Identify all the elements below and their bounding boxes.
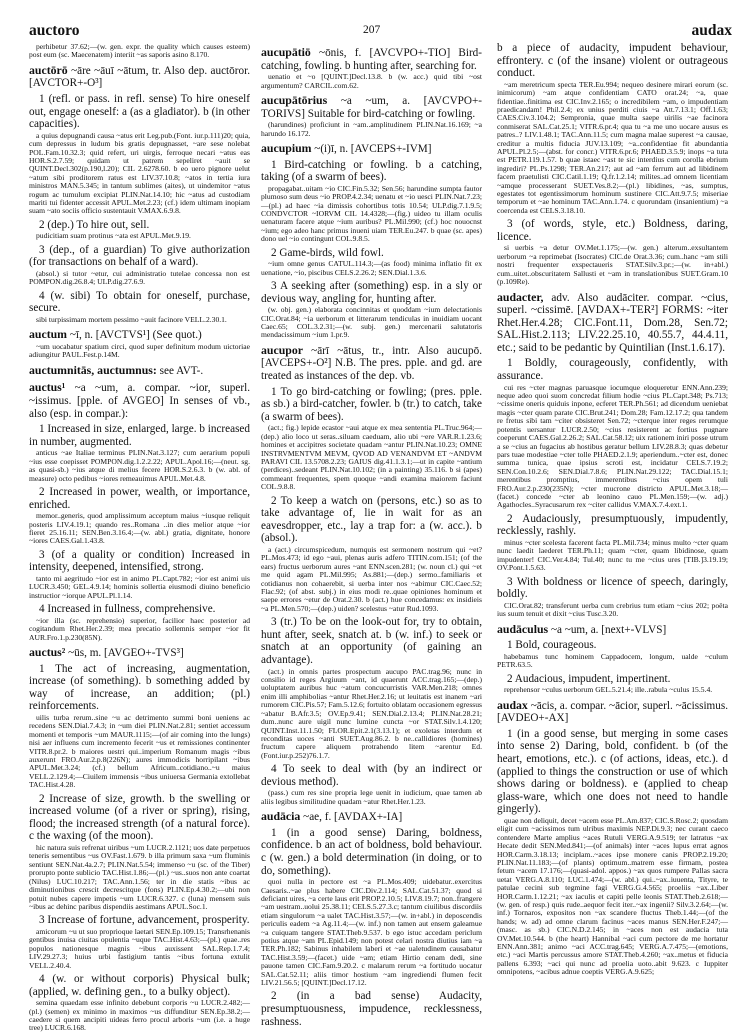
citation-quotations: (absol.) si tutor ~etur, cui administratio tutelae concessa non est POMPON.dig.26.8.4; ULP.dig.27.6.9.	[29, 269, 250, 287]
sense-definition: 1 The act of increasing, augmentation, increase (of something). b something added by way of increase, an addition; (pl.) reinforcements.	[29, 662, 250, 713]
running-head	[0, 22, 750, 42]
citation-quotations: quoi nulla in pectore est ~a PL.Mos.409; uidebatur..exercitus Caesaris..~ae plus habere CIC.Div.2.114; SAL.Cat.51.37; quod si deficiant uires, ~a certe laus erit PROP.2.10.5; LIV.8.19.7; non..frangere ~am uestram..uolui 25.38.11; CELS.5.27.3.c; tantum ciuilibus discordiis etiam singulorum ~a ualet TAC.Hist.3.57;—(w. in+abl.) in deposcendis periculis eadem ~a Ag.11.4;—(w. inf.) non tamen aut ensem galeamue ~a cuiquam tangere STAT.Theb.9.537. b ego istuc accedam periclum potius atque ~am PL.Epid.149; non potest celari nostra diutius iam ~a TER.Ph.182; Sabinus inhabilem laberi et ~ae ualetudinem causabatur TAC.Hist.3.59;—(facet.) uide ~am; etiam Hirtio cenam dedi, sine pauone tamen CIC.Fam.9.20.2. c malarum rerum ~a fortitudo uocatur SAL.Cat.52.11; aliis timor hostium ~am ingrediendi flumen fecit LIV.21.56.5; [QUINT.]Decl.17.12.	[261, 877, 482, 987]
headword: auctōrō	[29, 62, 68, 77]
citation-quotations: habebamus tunc hominem Cappadocem, longum, ualde ~culum PETR.63.5.	[497, 651, 728, 670]
citation-quotations: (act.; fig.) lepide ecastor ~aui atque ex mea sententia PL.Truc.964;—(dep.) alio loco ut seras..siluam caeduam, alio ubi ~ere VAR.R.1.23.6; homines et accipitres societate quadam ~antur PLIN.Nat.10.23; OMNE INSTRVMENTVM MEVM, QVOD AD VENANDVM ET ~ANDVM PARAVI CIL 13.5708.2.23; GAIUS dig.41.1.3.1;—ut in capite ~antium (perdices)..sedeant PLIN.Nat.10.102; (in a painting) 35.116. b si (apes) commeant frequentes, spem quoque ~andi examina maiorem faciunt COL.9.8.8.	[261, 423, 482, 492]
sense-definition: 2 Increased in power, wealth, or importance, enriched.	[29, 486, 250, 511]
entry-grammar: ~ācis, a. compar. ~ācior, superl. ~ācissimus. [AVDEO+-AX]	[497, 699, 728, 725]
entry-grammar: ~āre ~āuī ~ātum, tr. Also dep. auctōror. [AVCTOR+-O³]	[29, 64, 250, 90]
column-1	[29, 42, 250, 1035]
column-3	[497, 42, 728, 979]
citation-quotations: (w. obj. gen.) elaborata concinnitas et quoddam ~ium delectationis CIC.Orat.84; ~ia uerborum et litterarum tendiculas in inuidiam uocant Caec.65; COL.3.2.31;—(w. subj. gen.) mercenarii salutatoris mendacissimum ~ium 1.pr.9.	[261, 305, 482, 340]
headword: audacter,	[497, 289, 544, 304]
dictionary-entry-head	[261, 810, 482, 824]
sense-definition: 1 To go bird-catching or fowling; (pres. pple. as sb.) a bird-catcher, fowler. b (tr.) to catch, take (a swarm of bees).	[261, 385, 482, 423]
sense-definition: 3 (tr.) To be on the look-out for, try to obtain, hunt after, seek, snatch at. b (w. inf.) to seek or snatch at an opportunity (of gaining an advantage).	[261, 616, 482, 667]
citation-quotations: perhibetur 37.62;—(w. gen. expr. the quality which causes esteem) post eum (sc. Maecenatem) interiit ~as saporis asino 8.170.	[29, 42, 250, 60]
citation-quotations: memor..generis, quod amplissimum acceptum maius ~iusque reliquit posteris LIV.4.19.1; quando res..Romana ..in dies melior atque ~ior fieret 25.16.11; SEN.Ben.3.16.4;—(w. abl.) gratia, dignitate, honore ~iores CAES.Gal.1.43.8.	[29, 511, 250, 546]
entry-grammar: see AVT-.	[156, 364, 204, 377]
sense-definition: 3 Increase of fortune, advancement, prosperity.	[39, 914, 250, 927]
sense-definition: 2 Audaciously, presumptuously, impudently, recklessly, rashly.	[497, 512, 728, 538]
headword: auctum	[29, 327, 68, 342]
dictionary-entry-head	[29, 646, 250, 660]
headword: aucupātōrius	[261, 93, 328, 107]
sense-definition: 1 (in a good sense) Daring, boldness, confidence. b an act of boldness, bold behaviour. c (w. gen.) a bold determination (in doing, or to do, something).	[261, 826, 482, 877]
citation-quotations: ~ior illa (sc. reprehensio) superior, facilior haec posterior ad cogitandum Rhet.Her.2.39; mea precatio sollemnis semper ~ior fit AUR.Fro.1.p.230(85N).	[29, 615, 250, 642]
column-2	[261, 42, 482, 1028]
entry-grammar: ~ī, n. [AVCTVS¹] (See quot.)	[67, 329, 202, 342]
entry-grammar: adv. Also audāciter. compar. ~cius, superl. ~cissimē. [AVDAX+-TER²] FORMS: ~iter Rhet.Her.4.28; CIC.Font.11, Dom.28, Sen.72; SAL.Hist.2.113; LIV.22.25.10, 40.55.7, 44.4.11, etc.; said to be pedantic by Quintilian (Inst.1.6.17).	[497, 291, 728, 354]
dictionary-entry-head	[261, 142, 482, 156]
sense-definition: 1 (in a good sense, but merging in some cases into sense 2) Daring, bold, confident. b (of the heart, emotions, etc.). c (of actions, ideas, etc.). d (applied to things the construction or use of which shows daring or boldness). e (applied to cheap glass-ware, which one does not need to handle gingerly).	[497, 727, 728, 816]
sense-definition: 2 Audacious, impudent, impertinent.	[507, 672, 671, 685]
citation-quotations: (pass.) cum res sine propria lege uenit in iudicium, quae tamen ab aliis legibus similitudine quadam ~atur Rhet.Her.1.23.	[261, 788, 482, 806]
citation-quotations: uilis turba rerum..sine ~u ac detrimento summi boni ueniens ac recedens SEN.Dial.7.4.3; in ~um diei PLIN.Nat.2.81; sentiet accessum momenti et temporis ~um MAUR.1115;—(of air coming into the lungs) nisi aer influens cum incremento fecerit ~us et remissiones continenter VITR.8.pr.2. b maiores uestri qui..imperium Romanum magis ~ibus auxerunt FRO.Aur.2.p.8(226N); aures immodicis horripilant ~ibus APUL.Met.3.24; (cf.) bellum Africum..cotidiano..~u maius VELL.2.129.4;—Ciuilem immensis ~ibus uniuersa Germania extollebat TAC.Hist.4.28.	[29, 713, 250, 790]
dictionary-entry-head	[261, 46, 482, 72]
citation-quotations: sibi turpissimam mortem pessimo ~auit facinore VELL.2.30.1.	[36, 315, 227, 325]
headword: aucupātiō	[261, 45, 311, 59]
sense-definition: 1 Boldly, courageously, confidently, with assurance.	[497, 357, 728, 383]
sense-definition: 4 (w. or without corporis) Physical bulk; (applied, w. defining gen., to a bulky object).	[29, 972, 250, 998]
dictionary-entry-head	[497, 699, 728, 725]
headword: aucupor	[261, 342, 303, 357]
citation-quotations: (harundines) proficiunt in ~am..amplitudinem PLIN.Nat.16.169; ~a harundo 16.172.	[261, 120, 482, 138]
entry-grammar: ~(i)ī, n. [AVCEPS+-IVM]	[311, 143, 432, 155]
citation-quotations: pudicitiam suam protinus ~ata est APUL.Met.9.19.	[36, 231, 191, 241]
sense-definition: 2 Increase of size, growth. b the swelling or increased volume (of a river or spring), rising, flood; the increased strength (of a natural force). c the waxing (of the moon).	[29, 792, 250, 843]
sense-definition: b a piece of audacity, impudent behaviour, effrontery. c (of the insane) violent or outrageous conduct.	[497, 42, 728, 80]
sense-definition: 1 (refl. or pass. in refl. sense) To hire oneself out, engage oneself: a (as a gladiator). b (in other capacities).	[29, 93, 250, 131]
dictionary-entry-head	[497, 623, 728, 637]
headword: auctumnitās, auctumnus:	[29, 362, 157, 377]
left-guide-word: auctoro	[29, 22, 80, 39]
citation-quotations: semina quaedam esse infinito debebunt corporis ~u LUCR.2.482;—(pl.) (semen) ex minimo in maximos ~us diffunditur SEN.Ep.38.2;—caedere si quem ancipiti uideas ferro procul arboris ~um (i.e. a huge tree) LUCR.6.168.	[29, 998, 250, 1033]
page-number: 207	[363, 24, 381, 36]
sense-definition: 2 To keep a watch on (persons, etc.) so as to take advantage of, lie in wait for as an eavesdropper, etc., lay a trap for: a (w. acc.). b (absol.).	[261, 494, 482, 545]
citation-quotations: anticus ~ae Italiae terminus PLIN.Nat.3.127; cum aerarium populi ~ius esse coepisset POMPON.dig.1.2.2.22; APUL.Apol.16;—(neut. sg. as quasi-sb.) ~ius atque di melius fecere HOR.S.2.6.3. b (w. abl. of measure) octo pedibus ~iores remeauimus APUL.Met.4.8.	[29, 448, 250, 483]
citation-quotations: (act.) in omnis partes prospectum aucupo PAC.trag.96; nunc in consilio id reges Argiuum ~ant, id quaerunt ACC.trag.165;—(dep.) uoluptatem auribus huc ~atum concucurristis VAR.Men.218; omnes enim illi amphibolias ~antur Rhet.Her.2.16; ut leuitatis est inanem ~ari rumorem CIC.Pis.57; Fam.5.12.6; fortuito oblatam occasionem egressus ~abatur B.Afr.3.5; OV.Ep.9.41; SEN.Dial.2.13.4; PLIN.Nat.28.21; dum..nunc aure uigil nunc lumine cuncta ~or STAT.Silv.1.4.120; QUINT.Inst.11.1.50; FLOR.Epit.2.1(3.13.1); et exoletas interdum et reconditas uoces ~anti SUET.Aug.86.2. b ne..callidiores (homines) fructum capere aliquem protrahendo litem ~arentur Ed.(Font.iur.p.252)76.1.7.	[261, 666, 482, 760]
sense-definition: 1 Increased in size, enlarged, large. b increased in number, augmented.	[29, 423, 250, 448]
sense-definition: 2 (in a bad sense) Audacity, presumptuousness, impudence, recklessness, rashness.	[261, 990, 482, 1028]
citation-quotations: ~um uocabatur spatium circi, quod super definitum modum uictoriae adiungitur PAUL.Fest.p.14M.	[29, 342, 250, 360]
citation-quotations: amicorum ~u ut suo proprioque laetari SEN.Ep.109.15; Transrhenanis gentibus inuisa ciuitas opulentia ~uque TAC.Hist.4.63;—(pl.) quae..res populos nationesque magnis ~ibus auxissent SAL.Rep.1.7.4; LIV.29.27.3; huius urbi fastigium tantis ~ibus fortuna extulit VELL.2.40.4.	[29, 926, 250, 970]
citation-quotations: a quius depugnandi causa ~atus erit Leg.pub.(Font. iur.p.111)20; quia, cum depressus in ludum bis gratis depugnasset, ~are sese nolebat POL.Fam.10.32.3; quid refert, uri uirgis, ferroque necari ~atus eas HOR.S.2.7.59; quidam ut patrem sepeliret ~auit se QUINT.Decl.302(p.190,l.20); CIL 2.6278.60. b eo uero pignore uelut ~atum sibi proditorem ratus est LIV.37.10.8; ~atos in tertia iura ministros MAN.5.345; in tantum sublimes (aites), ut uindemitor ~atus rogum ac tumulum excipiat PLIN.Nat.14.10; hic ~atus ad custodiam mariti tui fidenter accessit APUL.Met.2.23; (cf.) idem ultimam inopiam suam ~ato sociis officio sustentauit V.MAX.6.9.8.	[29, 130, 250, 216]
citation-quotations: reprehensor ~culus uerborum GEL.5.21.4; ille..rabula ~culus 15.5.4.	[504, 685, 713, 695]
citation-quotations: cui res ~cter magnas paruasque iocumque eloqueretur ENN.Ann.239; neque adeo quoi suom concredat filium hodie ~cius PL.Capt.348; Ps.713; ~cissime oneris quiduis inpone, ecferet TER.Ph.561; ad dicendum ueniebat magis ~cter quam parate CIC.Brut.241; Dom.28; Fam.12.17.2; qua tandem re fretus sibi tam ~citer obsisteret Sen.72; ~cterque inter reges rerumque potentis uersantur LUCR.2.50; ~cius resisterent ac fortius pugnare coeperunt CAES.Gal.2.26.2; SAL.Cat.58.12; uix rationem iniri posse utrum a se ~cius an fugacius ab hostibus geratur bellum LIV.28.8.3; quas debetur pars tuae modestiae ~cter tolle PHAED.2.1.9; aperiendum..~cter est, donec summa tunica, quae ipsius scroti est, incidatur CELS.7.19.2; SEN.Con.10.2.6; SEN.Dial.7.8.6; PLIN.Nat.29.122; TAC.Dial.15.1; merentibus promptius, immerentibus ~cius opem tuli FRO.Aur.2.p.230(235N); ~cter mucrone districto APUL.Met.3.18;—(facet.) concede ~cter ab leonino cauo PL.Men.159;—(w. adj.) Agathocles..Syracusarum rex ~citer callidus V.MAX.7.4.ext.1.	[497, 382, 728, 510]
dictionary-entry-head	[29, 64, 250, 90]
headword: audax	[497, 697, 528, 712]
headword: audāculus	[497, 621, 549, 636]
headword: audācia	[261, 809, 301, 824]
sense-definition: 3 (of words, style, etc.) Boldness, daring, licence.	[497, 218, 728, 243]
headword: aucupium	[261, 141, 312, 155]
entry-grammar: ~ae, f. [AVDAX+-IA]	[300, 811, 403, 824]
sense-definition: 1 Bird-catching or fowling. b a catching, taking (of a swarm of bees).	[261, 158, 482, 184]
citation-quotations: quae non deliquit, decet ~acem esse PL.Am.837; CIC.S.Rosc.2; quosdam eligit cum ~acissimos tum ulribus maximis NEP.Di.9.3; nec curant caeco contendere Marte amplius ~aces Rutuli VERG.A.9.519; ter latratus ~ax Hecate dedit SEN.Med.841;—(of animals) inter ~aces lupus errat agnos HOR.Carm.3.18.13; inciplam..~aces ipse monere canis PROP.2.19.20; PLIN.Nat.11.183;—(of plants) optimum..matrem esse firmam, postea fetum ~acem 17.176;—(quasi-adol. appos.) ~ax quos rumpere Pallas sacra uetat VERG.A.8.110; LUC.1.474;—(w. abl.) qui..~ax..iuuenta, Tityre, te patulae cecini sub tegmine fagi VERG.G.4.565; proeliis ~ax..Liber HOR.Carm.1.12.21; ~ax iaculis et capiti pelle leonis STAT.Theb.2.618;—(w. gen. of resp.) quis rude..aequor fecit iter..~ax ingenii? Silv.3.2.64;—(w. inf.) Tornaros, expositos non ~ax scandere fluctus Theb.1.44;—(of the hands; w. ad) ad omne clarum facinus ~aces manus SEN.Her.F.247;—(masc. as sb.) CIC.N.D.2.145; in ~aces non est audacia tuta OV.Met.10.544. b (the heart) Hannibal ~aci cum pectore de me hortatur ENN.Ann.381; animo ~aci ACC.trag.645; VERG.A.7.475;—(emotions, etc.) ~aci Martis percussus amore STAT.Theb.4.260; ~ax..metus et fiducia pallens 6.393; ~aci qui nunc ad proelia uoto..abit 9.623. c Iuppiter omnipotens, ~acibus adnue coeptis VERG.A.9.625;	[497, 815, 728, 977]
sense-definition: 2 Game-birds, wild fowl.	[271, 246, 384, 259]
sense-definition: 3 With boldness or licence of speech, daringly, boldly.	[497, 575, 728, 601]
citation-quotations: propagabat..uitam ~io CIC.Fin.5.32; Sen.56; harundine sumpta fautor plumoso sum deus ~io PROP.4.2.34; uenatu et ~io uesci PLIN.Nat.7.23;—(pl.) ad haec ~ia dimissis cohortibus totis 10.54; ULP.dig.7.1.9.5; CONDVCTOR ~IORVM CIL 14.4328;—(fig.) uideo tu illam oculis uenaturam facere atque ~ium auribus? PL.Mil.990; (cf.) hoc nouocnst ~ium; ego adeo hanc primus inueni uiam TER.Eu.247. b quae (sc. apes) dono uel ~io contingunt COL.9.8.5.	[261, 183, 482, 244]
entry-grammar: ~ōnis, f. [AVCVPO+-TIO] Bird-catching, fowling. b hunting after, searching for.	[261, 47, 482, 72]
headword: auctus²	[29, 645, 66, 660]
citation-quotations: CIC.Orat.82; transferunt uerba cum crebrius tum etiam ~cius 202; poëta ius suum tenuit et dixit ~cius Tusc.3.20.	[497, 600, 728, 619]
entry-grammar: ~ūs, m. [AVGEO+-TVS³]	[65, 647, 184, 660]
citation-quotations: uenatio et ~o [QUINT.]Decl.13.8. b (w. acc.) quid tibi ~ost argumentum? CARCIL.com.62.	[261, 72, 482, 90]
citation-quotations: a (act.) circumspicedum, numquis est sermonem nostrum qui ~et? PL.Mos.473; id ego ~aui, plenas auris adfero TITIN.com.151; (of the ears) fructus uerborum aures ~ant ENN.scen.281; (w. noun cl.) qui ~et me quid agam PL.Mil.995; As.881;—(dep.) sermo..familiaris et cotidianus non cohaerebit, si uerba inter nos ~abimur CIC.Caec.52; Flac.92; (of abst. subj.) in eius modi re..quae opiniones hominum et saepe errores ~etur de Orat.2.30. b (act.) hue concedamus: ex insidieis ~a PL.Men.570;—(dep.) uiden? scelestus ~atur Rud.1093.	[261, 545, 482, 613]
sense-definition: 4 Increased in fullness, comprehensive.	[39, 603, 216, 616]
sense-definition: 3 (dep., of a guardian) To give authorization (for transactions on behalf of a ward).	[29, 243, 250, 269]
headword: auctus¹	[29, 380, 66, 395]
citation-quotations: si uerbis ~a detur OV.Met.1.175;—(w. gen.) alterum..exsultantem uerborum ~a reprimebat (Isocrates) CIC.de Orat.3.36; cum..hanc ~am stili nostri frequenter exspectaueris STAT.Silv.3.pr.;—(w. in+abl.) cum..uitet..obscuritatem Sallusti et ~am in translationibus SUET.Gram.10 (p.109Re).	[497, 243, 728, 287]
sense-definition: 2 (dep.) To hire out, sell.	[39, 218, 150, 231]
entry-grammar: ~a ~um, a. [next+-VLVS]	[548, 623, 667, 636]
citation-quotations: hic natura suis refrenat uiribus ~um LUCR.2.1121; uos date perpetuos teneris sementibus ~us OV.Fast.1.679. b illa primum saxa ~um fluminis sentiunt SEN.Nat.4a.2.7; PLIN.Nat.5.54; immenso ~u (sc. of the Tiber) prorupto ponte sublicio TAC.Hist.1.86;—(pl.) ~us..suos non ante coartat (Nilus) LUC.10.217; TAC.Ann.1.56; ter in die statis ~ibus ac diminutionibus crescit decrescitque (fons) PLIN.Ep.4.30.2;—ubi non potuit nubes capere impetis ~um LUCR.6.327. c (luna) mensem suis ~ibus ac dehinc paribus dispendiis aestimans APUL.Soc.1.	[29, 843, 250, 911]
dictionary-entry-head	[29, 328, 250, 342]
dictionary-entry-head	[29, 364, 250, 378]
sense-definition: 1 Bold, courageous.	[507, 639, 597, 652]
entry-grammar: ~ārī ~ātus, tr., intr. Also aucupō. [AVCEPS+-O²] N.B. The pres. pple. and gd. are treated as instances of the dep. vb.	[261, 344, 482, 383]
citation-quotations: ~am meretricum specta TER.Eu.994; nequeo desinere mirari eorum (sc. inimicorum) ~am atque confidentiam CATO orat.24; ~a, quae fidentiae..finitima est CIC.Inv.2.165; o incredibilem ~am, o impudentiam praedicandam! Phil.2.4; ex unius perditi ciuis ~a Att.7.13.1; Off.1.63; CAES.Civ.3.104.2; Sempronia, quae multa saepe uirilis ~ae facinora conmiserat SAL.Cat.25.1; VITR.6.pr.4; qua tu ~a me uno uocare ausus es patres..? LIV.1.48.1; TAC.Ann.11.5; cum magna malae superest ~a causae, creditur a multis fiducia JUV.13.109; ~a..confidentiae fit abundantia APUL.Pl.2.5;—(abst. for concr.) VITR.6.pr.6; PHAED.3.5.9; inops ~a tuta est PETR.119.1.57. b quae istaec ~ast te sic interdius cum corolla ebrium ingrediri? PL.Ps.1298; TER.An.217; aut ad ~am ferrum aut ad libidinem facem praetulisti CIC.Catil.1.19; Q.fr.1.2.14; milites..ad omnem licentiam ~amque processerant SUET.Ves.8.2;—(pl.) libidines, ~as, sumptus, egestates tot egentissimorum hominum sustinere CIC.Att.9.7.5; miseriae temporum et ~ae hominum TAC.Ann.1.74. c quorundam (insanientium) ~a coercenda est CELS.3.18.10.	[497, 79, 728, 215]
right-guide-word: audax	[691, 22, 732, 39]
citation-quotations: tanto mi aegritudo ~ior est in animo PL.Capt.782; ~ior est animi uis LUCR.3.450; GEL.4.9.14; hominis sollertia eiusmodi diuino beneficio instructior ~iorque APUL.Pl.1.14.	[29, 574, 250, 600]
citation-quotations: minus ~cter scelesta facerent facta PL.Mil.734; minus multo ~cter quam nunc laedit laederet TER.Ph.11; quam ~cter, quam libidinose, quam impudenter! CIC.Ver.4.84; Tul.40; nunc tu me ~cius ures [TIB.]3.19.19; OV.Pont.1.5.63.	[497, 537, 728, 573]
citation-quotations: ~ium omne genus CATUL.114.3;—(as food) minima inflatio fit ex uenatione, ~io, piscibus CELS.2.26.2; SEN.Dial.1.3.6.	[261, 259, 482, 277]
sense-definition: 3 A seeking after (something) esp. in a sly or devious way, angling for, hunting after.	[261, 280, 482, 305]
sense-definition: 4 (w. sibi) To obtain for oneself, purchase, secure.	[29, 289, 250, 315]
entry-grammar: ~a ~um, a. [AVCVPO+-TORIVS] Suitable for bird-catching or fowling.	[261, 95, 482, 120]
dictionary-entry-head	[261, 94, 482, 120]
sense-definition: 3 (of a quality or condition) Increased in intensity, deepened, intensified, strong.	[29, 548, 250, 574]
dictionary-entry-head	[29, 381, 250, 420]
dictionary-entry-head	[261, 344, 482, 383]
entry-grammar: ~a ~um, a. compar. ~ior, superl. ~issimus. [pple. of AVGEO] In senses of vb., also (esp. in compar.):	[29, 382, 250, 420]
dictionary-entry-head	[497, 291, 728, 355]
sense-definition: 4 To seek to deal with (by an indirect or devious method).	[261, 763, 482, 788]
